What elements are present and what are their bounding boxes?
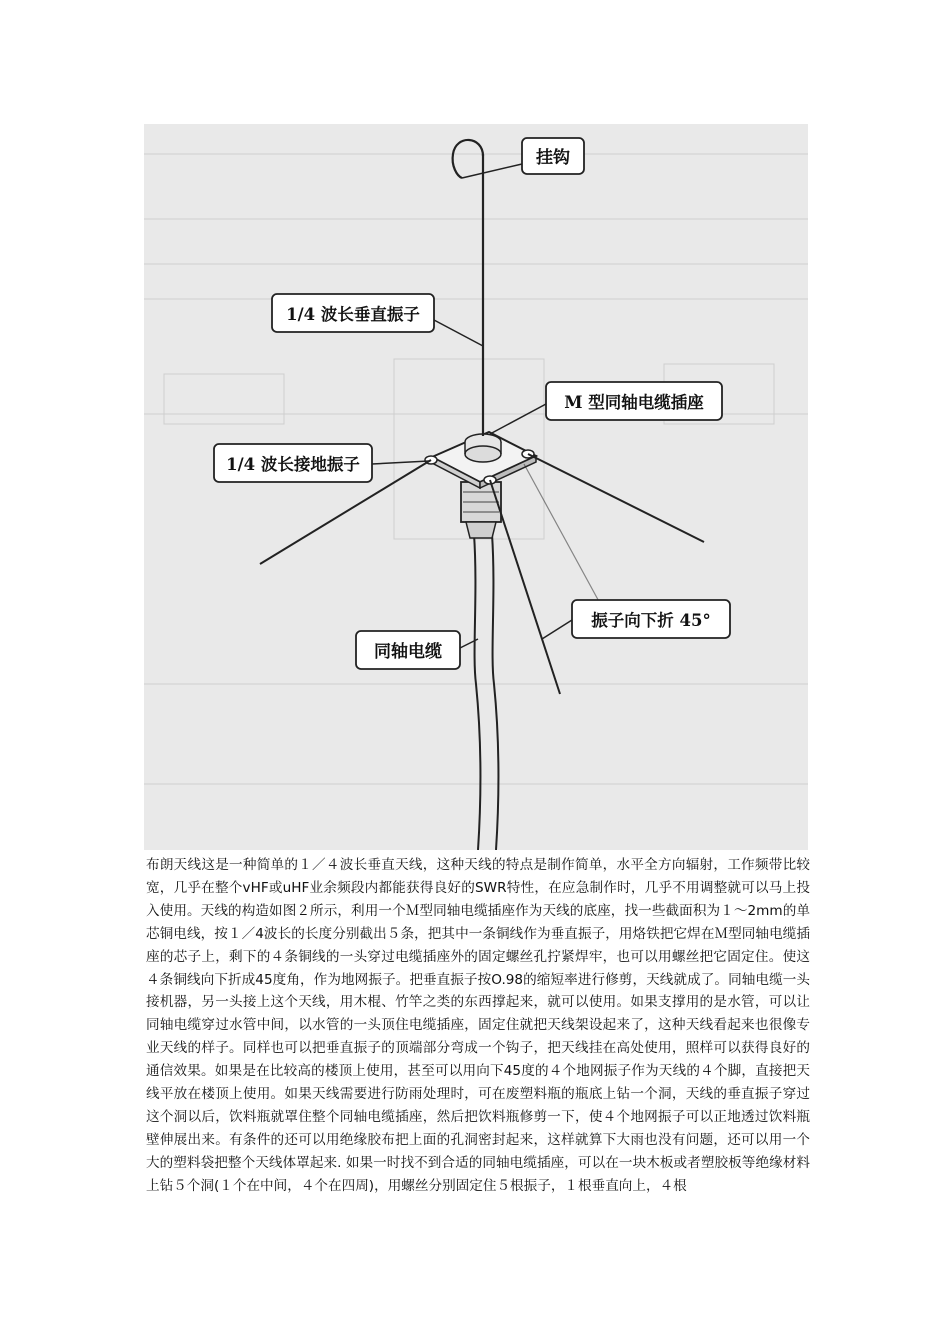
connector-callout — [490, 382, 722, 434]
antenna-diagram — [144, 124, 808, 850]
article-body — [146, 854, 810, 1198]
article-paragraph: 布朗天线这是一种简单的１／４波长垂直天线，这种天线的特点是制作简单，水平全方向辐射，工作频带比较宽，几乎在整个vHF或uHF业余频段内都能获得良好的SWR特性，在应急制作时，几乎不用调整就可以马上投入使用。天线的构造如图２所示，利用一个Ｍ型同轴电缆插座作为天线的底座，找一些截面积为１～2mm的单芯铜电线，按１／4波长的长度分别截出５条，把其中一条铜线作为垂直振子，用烙铁把它焊在Ｍ型同轴电缆插座的芯子上，剩下的４条铜线的一头穿过电缆插座外的固定螺丝孔拧紧焊牢，也可以用螺丝把它固定住。使这４条铜线向下折成45度角，作为地网振子。把垂直振子按O.98的缩短率进行修剪，天线就成了。同轴电缆一头接机器，另一头接上这个天线，用木棍、竹竿之类的东西撑起来，就可以使用。如果支撑用的是水管，可以让同轴电缆穿过水管中间，以水管的一头顶住电缆插座，固定住就把天线架设起来了，这种天线看起来也很像专业天线的样子。同样也可以把垂直振子的顶端部分弯成一个钩子，把天线挂在高处使用，照样可以获得良好的通信效果。如果是在比较高的楼顶上使用，甚至可以用向下45度的４个地网振子作为天线的４个脚，直接把天线平放在楼顶上使用。如果天线需要进行防雨处理时，可在废塑料瓶的瓶底上钻一个洞，天线的垂直振子穿过这个洞以后，饮料瓶就罩住整个同轴电缆插座，然后把饮料瓶修剪一下，使４个地网振子可以正地透过饮料瓶壁伸展出来。有条件的还可以用绝缘胶布把上面的孔洞密封起来，这样就算下大雨也没有问题，还可以用一个大的塑料袋把整个天线体罩起来. 如果一时找不到合适的同轴电缆插座，可以在一块木板或者塑胶板等绝缘材料上钻５个洞(１个在中间，４个在四周)，用螺丝分别固定住５根振子，１根垂直向上，４根 — [146, 857, 810, 1194]
vertical-element-callout — [272, 294, 483, 346]
connector-label: M 型同轴电缆插座 — [564, 393, 704, 412]
coax-callout — [356, 631, 478, 669]
bend-label: 振子向下折 45° — [591, 611, 711, 630]
bend-callout — [542, 600, 730, 639]
ground-element-callout — [214, 444, 429, 482]
antenna-figure — [144, 124, 808, 850]
hook-callout — [462, 138, 584, 178]
coax-label: 同轴电缆 — [374, 642, 442, 662]
ground-element-label: 1/4 波长接地振子 — [226, 455, 360, 474]
vertical-element-label: 1/4 波长垂直振子 — [286, 305, 420, 324]
hook-label: 挂钩 — [536, 148, 570, 168]
